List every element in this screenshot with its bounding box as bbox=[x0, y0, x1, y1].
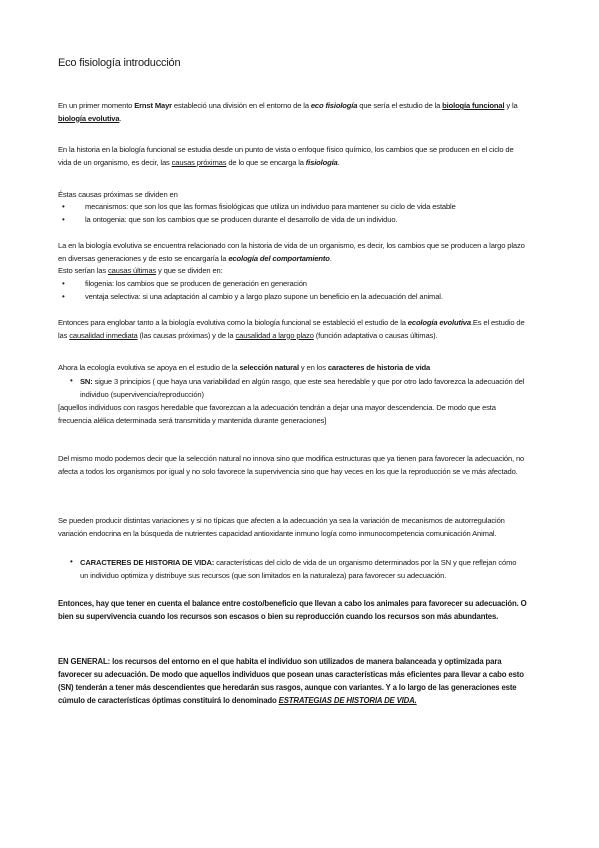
paragraph-ernst-mayr bbox=[58, 100, 528, 125]
paragraph-biologia-evolutiva bbox=[58, 240, 528, 265]
list-item-text: mecanismos: que son los que las formas fisiológicas que utiliza un individuo para mantener su ciclo de vida estable bbox=[85, 202, 456, 211]
list-item bbox=[0, 291, 599, 304]
paragraph-balance-costo-beneficio: Entonces, hay que tener en cuenta el balance entre costo/beneficio que llevan a cabo los animales para favorecer su adecuación. O bien su supervivencia cuando los recursos son escasos o bien su reproducción cuando los recursos son más abundantes. bbox=[58, 599, 527, 621]
text-run: de lo que se encarga la bbox=[226, 157, 306, 167]
paragraph-biologia-funcional bbox=[58, 144, 528, 169]
term-biologia-funcional: biología funcional bbox=[442, 101, 505, 110]
list-item-chv bbox=[0, 557, 599, 583]
text-run: y la bbox=[504, 101, 518, 110]
term-caracteres-historia-vida: caracteres de historia de vida bbox=[327, 363, 431, 372]
text-run: que sería el estudio de la bbox=[357, 101, 443, 110]
list-item-text bbox=[80, 376, 525, 401]
list-item-sn bbox=[0, 376, 599, 402]
text-run: y que se dividen en: bbox=[156, 266, 223, 275]
bullet-icon: • bbox=[70, 557, 73, 566]
term-biologia-evolutiva: biología evolutiva bbox=[58, 113, 120, 123]
term-ecologia-evolutiva: ecología evolutiva bbox=[407, 318, 471, 327]
term-causalidad-inmediata: causalidad inmediata bbox=[69, 330, 138, 340]
bullet-icon: • bbox=[62, 279, 65, 288]
list-item-text: filogenia: los cambios que se producen de generación en generación bbox=[85, 279, 307, 288]
paragraph-causas-proximas-intro: Éstas causas próximas se dividen en bbox=[58, 190, 178, 199]
text-run: En un primer momento bbox=[58, 101, 135, 110]
list-item-text bbox=[80, 557, 525, 582]
text-run: estableció una división en el entorno de la bbox=[171, 101, 311, 110]
term-ecologia-comportamiento: ecología del comportamiento bbox=[228, 253, 330, 263]
text-run: . bbox=[119, 113, 122, 123]
paragraph-en-general bbox=[58, 655, 528, 707]
text-run: características del ciclo de vida de un organismo determinados por la SN y que reflejan cómo un individuo optimiza y distribuye sus recursos (que son limitados en la naturaleza) para favorecer su adecuación. bbox=[80, 558, 517, 580]
document-title: Eco fisiología introducción bbox=[58, 57, 181, 69]
list-item bbox=[0, 278, 599, 291]
paragraph-ecologia-evolutiva bbox=[58, 317, 528, 342]
term-seleccion-natural: selección natural bbox=[239, 363, 299, 372]
text-run: sigue 3 principios ( que haya una variabilidad en algún rasgo, que este sea heredable y que por otro lado favorezca la adecuación del individuo (supervivencia/reproducción) bbox=[80, 377, 525, 399]
term-sn: SN: bbox=[80, 377, 93, 386]
term-causas-ultimas: causas últimas bbox=[107, 266, 157, 275]
text-run: .Es el estudio de las bbox=[58, 318, 525, 340]
list-item-text: ventaja selectiva: si una adaptación al cambio y a largo plazo supone un beneficio en la adecuación del animal. bbox=[85, 292, 443, 301]
text-run: Esto serían las bbox=[58, 266, 108, 275]
term-eco-fisiologia: eco fisiología bbox=[310, 101, 358, 110]
text-run: . bbox=[329, 253, 332, 263]
bullet-icon: • bbox=[62, 215, 65, 224]
bullet-icon: • bbox=[62, 292, 65, 301]
term-fisiologia: fisiología bbox=[305, 157, 338, 167]
text-run: La en la biología evolutiva se encuentra relacionado con la historia de vida de un organismo, es decir, los cambios que se producen a largo plazo en diversas generaciones y de esto se encargaría la bbox=[58, 241, 525, 263]
text-run: Ahora la ecología evolutiva se apoya en el estudio de la bbox=[58, 363, 240, 372]
paragraph-causas-ultimas bbox=[58, 265, 528, 278]
text-run: (las causas próximas) y de la bbox=[137, 330, 236, 340]
paragraph-aquellos-individuos: [aquellos individuos con rasgos heredable que favorezcan a la adecuación tendrán a dejar una mayor descendencia. De modo que esta frecuencia alélica determinada será transmitida y mantenida durante generaciones] bbox=[58, 403, 496, 425]
bold-term-ernst-mayr: Ernst Mayr bbox=[134, 101, 172, 110]
term-causalidad-largo-plazo: causalidad a largo plazo bbox=[235, 330, 314, 340]
term-estrategias-historia-vida: ESTRATEGIAS DE HISTORIA DE VIDA. bbox=[278, 696, 417, 705]
paragraph-del-mismo-modo: Del mismo modo podemos decir que la selección natural no innova sino que modifica estructuras que ya tienen para favorecer la adecuación, no afecta a todos los organismos por igual y no solo favorece la supervivencia sino que hay veces en los que la reproducción se ve más afectado. bbox=[58, 454, 525, 476]
paragraph-variaciones: Se pueden producir distintas variaciones y si no típicas que afecten a la adecuación ya sea la variación de mecanismos de autorregulación variación endocrina en la búsqueda de nutrientes capacidad antioxidante inmuno logía como inmunocompetencia comunicación Animal. bbox=[58, 516, 505, 538]
text-run: y en los bbox=[298, 363, 328, 372]
list-item bbox=[0, 214, 599, 227]
text-run: (función adaptativa o causas últimas). bbox=[313, 330, 438, 340]
term-causas-proximas: causas próximas bbox=[171, 157, 227, 167]
bullet-icon: • bbox=[62, 202, 65, 211]
term-caracteres-historia-vida-heading: CARACTERES DE HISTORIA DE VIDA: bbox=[80, 558, 215, 567]
paragraph-seleccion-natural bbox=[58, 362, 528, 375]
list-item-text: la ontogenia: que son los cambios que se producen durante el desarrollo de vida de un individuo. bbox=[85, 215, 398, 224]
text-run: EN GENERAL: los recursos del entorno en el que habita el individuo son utilizados de manera balanceada y optimizada para favorecer su adecuación. De modo que aquellos individuos que posean unas características más eficientes para llevar a cabo esto (SN) tenderán a tener más descendientes que heredarán sus rasgos, aunque con variantes. Y a lo largo de las generaciones este cúmulo de características óptimas constituirá lo denominado bbox=[58, 657, 524, 705]
text-run: Entonces para englobar tanto a la biología evolutiva como la biología funcional se estableció el estudio de la bbox=[58, 318, 408, 327]
text-run: En la historia en la biología funcional se estudia desde un punto de vista o enfoque físico químico, los cambios que se producen en el ciclo de vida de un organismo, es decir, las bbox=[58, 145, 514, 167]
list-item bbox=[0, 201, 599, 214]
text-run: . bbox=[337, 157, 340, 167]
bullet-icon: • bbox=[70, 376, 73, 385]
